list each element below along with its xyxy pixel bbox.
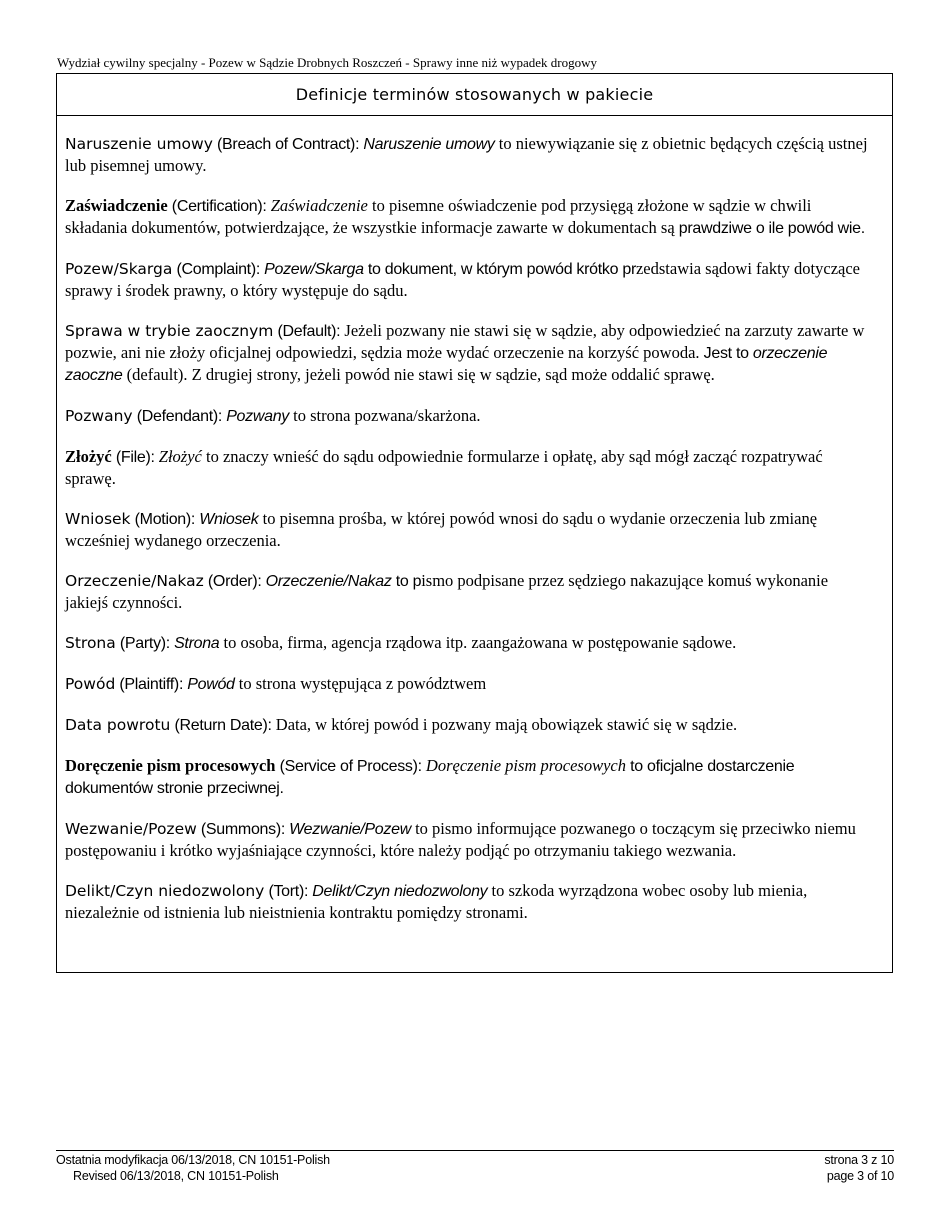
definition-text-sans: to dokument, w którym powód krótko pr [363, 261, 636, 278]
italic-term: Pozew/Skarga [264, 261, 364, 278]
italic-term: Powód [187, 676, 235, 693]
term: Pozew/Skarga [65, 260, 173, 278]
term: Orzeczenie/Nakaz [65, 572, 204, 590]
italic-term: Doręczenie pism procesowych [425, 756, 627, 775]
english-term: (Plaintiff): [119, 676, 184, 693]
english-term: (Defendant): [136, 408, 223, 425]
english-term: (Certification): [171, 198, 267, 215]
definition-return-date [65, 714, 874, 736]
definitions-list [57, 116, 892, 923]
definition-text: to osoba, firma, agencja rządowa itp. zaangażowana w postępowanie sądowe. [219, 633, 737, 652]
english-term: (Motion): [134, 511, 196, 528]
definition-service-of-process [65, 755, 874, 799]
definition-text: to znaczy wnieść do sądu odpowiednie formularze i opłatę, aby sąd mógł zacząć rozpatrywać sprawę. [65, 447, 823, 488]
definition-text: ismo podpisane przez sędziego nakazujące komuś wykonanie jakiejś czynności. [65, 571, 829, 612]
footer-divider [56, 1150, 894, 1151]
definition-text: Jeżeli pozwany nie stawi się w sądzie, aby odpowiedzieć na zarzuty zawarte w pozwie, ani nie złoży oficjalnej odpowiedzi, sędzia może wydać orzeczenie na korzyść powoda. [65, 321, 865, 362]
footer-revision [56, 1152, 330, 1184]
definition-certification [65, 195, 874, 239]
english-term: (Return Date): [174, 717, 272, 734]
footer-revision-english: Revised 06/13/2018, CN 10151-Polish [73, 1169, 279, 1183]
definition-text-sans: prawdziwe o ile powód wie. [678, 220, 865, 237]
definition-text-sans: Jest to [703, 345, 753, 362]
term: Powód [65, 675, 116, 693]
italic-term: Orzeczenie/Nakaz [265, 573, 392, 590]
term: Sprawa w trybie zaocznym [65, 322, 274, 340]
italic-term: Strona [174, 635, 220, 652]
definition-text-sans: to oficjalne dostarczenie dokumentów stronie przeciwnej. [65, 758, 795, 797]
english-term: (File): [115, 449, 155, 466]
italic-term: Delikt/Czyn niedozwolony [312, 883, 488, 900]
definition-text-2: (default). Z drugiej strony, jeżeli powód nie stawi się w sądzie, sąd może oddalić sprawę. [122, 365, 715, 384]
definition-text: to strona występująca z powództwem [234, 674, 487, 693]
definition-summons [65, 818, 874, 861]
english-term: (Order): [207, 573, 262, 590]
term: Zaświadczenie [65, 196, 168, 215]
definition-motion [65, 508, 874, 551]
term: Wniosek [65, 510, 131, 528]
footer-page-number [824, 1152, 894, 1184]
term: Naruszenie umowy [65, 135, 213, 153]
definition-order [65, 570, 874, 613]
term: Wezwanie/Pozew [65, 820, 197, 838]
definitions-title: Definicje terminów stosowanych w pakiecie [57, 74, 892, 116]
definition-file [65, 446, 874, 489]
term: Strona [65, 634, 116, 652]
term: Doręczenie pism procesowych [65, 756, 276, 775]
english-term: (Tort): [268, 883, 309, 900]
italic-term: Pozwany [226, 408, 290, 425]
document-header: Wydział cywilny specjalny - Pozew w Sądzie Drobnych Roszczeń - Sprawy inne niż wypadek drogowy [57, 55, 598, 70]
term: Pozwany [65, 407, 133, 425]
definition-breach-of-contract [65, 133, 874, 176]
italic-term: Zaświadczenie [270, 196, 368, 215]
italic-term: Naruszenie umowy [363, 136, 495, 153]
term: Złożyć [65, 447, 112, 466]
term: Data powrotu [65, 716, 171, 734]
definition-text: to pismo informujące pozwanego o toczącym się przeciwko niemu postępowaniu i krótko wyjaśniające czynności, które należy podjąć po otrzymaniu takiego wezwania. [65, 819, 856, 860]
english-term: (Party): [119, 635, 170, 652]
italic-term: Wezwanie/Pozew [289, 821, 411, 838]
footer-page-polish: strona 3 z 10 [824, 1153, 894, 1167]
definition-text: to szkoda wyrządzona wobec osoby lub mienia, niezależnie od istnienia lub nieistnienia kontraktu pomiędzy stronami. [65, 881, 808, 922]
definition-text: to strona pozwana/skarżona. [289, 406, 481, 425]
english-term: (Breach of Contract): [217, 136, 360, 153]
definition-default [65, 320, 874, 386]
definition-text-sans: to p [391, 573, 422, 590]
definition-text: to pisemna prośba, w której powód wnosi do sądu o wydanie orzeczenia lub zmianę wcześniej wydanego orzeczenia. [65, 509, 818, 550]
italic-term: Złożyć [158, 447, 202, 466]
definition-text: zedstawia sądowi fakty dotyczące sprawy i środek prawny, o który występuje do sądu. [65, 259, 861, 300]
italic-term: orzeczenie zaoczne [65, 345, 828, 384]
definitions-box [56, 73, 893, 973]
definition-complaint [65, 258, 874, 301]
definition-tort [65, 880, 874, 923]
english-term: (Summons): [200, 821, 286, 838]
definition-defendant [65, 405, 874, 427]
english-term: (Service of Process): [279, 758, 422, 775]
definition-plaintiff [65, 673, 874, 695]
italic-term: Wniosek [199, 511, 259, 528]
definition-text: to niewywiązanie się z obietnic będących częścią ustnej lub pisemnej umowy. [65, 134, 868, 175]
english-term: (Complaint): [176, 261, 260, 278]
term: Delikt/Czyn niedozwolony [65, 882, 265, 900]
footer-page-english: page 3 of 10 [826, 1169, 894, 1183]
footer-revision-polish: Ostatnia modyfikacja 06/13/2018, CN 10151-Polish [56, 1153, 330, 1167]
definition-party [65, 632, 874, 654]
english-term: (Default): [277, 323, 341, 340]
definition-text: to pisemne oświadczenie pod przysięgą złożone w sądzie w chwili składania dokumentów, potwierdzające, że wszystkie informacje zawarte w dokumentach są [65, 196, 812, 237]
definition-text: Data, w której powód i pozwany mają obowiązek stawić się w sądzie. [271, 715, 738, 734]
